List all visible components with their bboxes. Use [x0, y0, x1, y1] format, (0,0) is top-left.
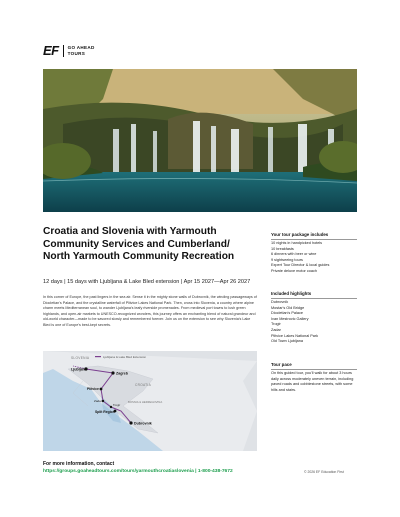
highlight-item: Diocletian's Palace: [271, 311, 303, 316]
waterfall-illustration: [43, 69, 357, 212]
hero-waterfall-photo: [43, 69, 357, 212]
pace-heading: Tour pace: [271, 362, 292, 367]
highlight-item: Zadar: [271, 328, 281, 333]
package-item: 9 sightseeing tours: [271, 257, 303, 262]
map-city-ljubljana: Ljubljana: [71, 367, 87, 372]
package-item: Private deluxe motor coach: [271, 269, 318, 274]
footer-contact-link[interactable]: https://groups.goaheadtours.com/tours/yarmouthcroatiaslovenia | 1-800-438-7672: [43, 469, 233, 474]
map-city-split: Split Region: [95, 410, 115, 414]
highlight-item: Old Town Ljubljana: [271, 339, 304, 344]
map-country-slovenia: SLOVENIA: [71, 356, 90, 360]
map-country-bosnia: BOSNIA & HERZEGOVINA: [128, 400, 163, 404]
package-item: 6 dinners with beer or wine: [271, 252, 317, 257]
map-city-dubrovnik: Dubrovnik: [134, 421, 152, 426]
ef-logo: EF: [43, 43, 59, 58]
package-item: 10 breakfasts: [271, 246, 294, 251]
pace-divider: [271, 369, 357, 370]
highlights-list: [271, 300, 357, 345]
package-section: [271, 232, 357, 275]
brand-tagline: [68, 45, 95, 56]
logo-divider: [63, 45, 64, 57]
map-city-plitvice-marker: [100, 388, 103, 391]
highlight-item: Plitvice Lakes National Park: [271, 333, 319, 338]
route-map-drawing: [43, 351, 257, 451]
map-city-trogir-marker: [110, 406, 112, 408]
brand-tagline-line2: TOURS: [67, 50, 86, 56]
map-legend: Ljubljana & Lake Bled Extension: [103, 355, 147, 359]
highlights-section: [271, 291, 357, 345]
highlights-divider: [271, 298, 357, 299]
package-item: Expert Tour Director & local guides: [271, 263, 330, 268]
tour-intro-paragraph: In this corner of Europe, the past lingers in the sea air. Sense it in the mighty stone walls of Dubrovnik, the winding passageways of Diocletian's Palace, and the crystalline waterfall of Plitvice Lakes National Park. Then, cross into Slovenia, a country where alpine charm meets Mediterranean soul, to wander Ljubljana's leafy riverside promenades. From medieval port towns to lush green highlands, and open-air markets to UNESCO-recognized wonders, this journey offers an enchanting blend of natural grandeur and old-world character—made to be savored slowly and remembered forever. Join us on the extension to see why Slovenia's Lake Bled is one of Europe's best-kept secrets.: [43, 295, 257, 327]
package-list: [271, 241, 357, 275]
route-map: [43, 351, 257, 451]
highlights-heading: Included highlights: [271, 291, 312, 296]
brand-header: [43, 43, 95, 58]
tour-dates-subline: 12 days | 15 days with Ljubljana & Lake Bled extension | Apr 15 2027—Apr 26 2027: [43, 279, 251, 285]
tour-title: Croatia and Slovenia with Yarmouth Community Services and Cumberland/ North Yarmouth Community Recreation: [43, 226, 235, 262]
brand-tagline-line1: GO AHEAD: [67, 45, 95, 50]
map-city-zadar: Zadar: [94, 399, 102, 403]
copyright-notice: © 2026 EF Education First: [304, 470, 344, 474]
footer-contact-heading: For more information, contact: [43, 461, 115, 467]
package-divider: [271, 239, 357, 240]
map-city-zagreb-marker: [111, 371, 114, 374]
map-country-croatia: CROATIA: [135, 383, 152, 387]
map-city-zagreb: Zagreb: [116, 371, 128, 376]
highlight-item: Dubrovnik: [271, 300, 289, 305]
highlight-item: Mostar's Old Bridge: [271, 305, 305, 310]
pace-section: [271, 362, 357, 393]
package-heading: Your tour package includes: [271, 232, 329, 237]
pace-text: On this guided tour, you'll walk for about 3 hours daily across moderately uneven terrain, including paved roads and cobblestone streets, with some hills and stairs.: [271, 371, 354, 392]
map-city-zadar-marker: [102, 400, 104, 402]
map-city-plitvice: Plitvice: [87, 387, 99, 391]
package-item: 10 nights in handpicked hotels: [271, 241, 323, 246]
map-city-trogir: Trogir: [113, 403, 121, 407]
highlight-item: Ivan Mestrovic Gallery: [271, 316, 309, 321]
highlight-item: Trogir: [271, 322, 281, 327]
map-city-dubrovnik-marker: [129, 421, 132, 424]
